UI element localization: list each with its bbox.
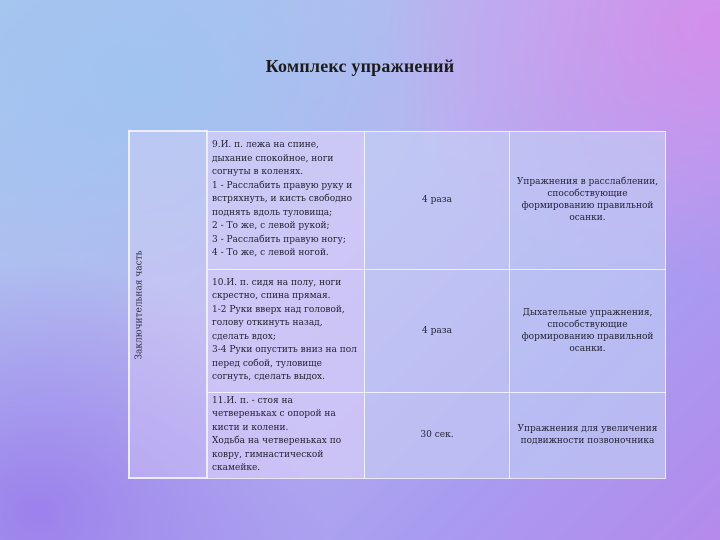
dosage-cell: 30 сек. [365, 392, 510, 478]
exercise-text: 9.И. п. лежа на спине, дыхание спокойное, ноги согнуты в коленях. 1 - Расслабить правую руку и встряхнуть, и кисть свободно поднять вдоль туловища; 2 - То же, с левой рукой; 3 - Расслабить правую ногу; 4 - То же, с левой ногой. [212, 140, 353, 259]
exercise-table-grid [128, 130, 666, 479]
notes-cell: Дыхательные упражнения, способствующие формированию правильной осанки. [510, 269, 666, 392]
exercise-text: 11.И. п. - стоя на четвереньках с опорой на кисти и колени. Ходьба на четвереньках по ковру, гимнастической скамейке. [212, 395, 342, 473]
dosage-cell: 4 раза [365, 131, 510, 269]
exercise-table [128, 130, 666, 473]
section-cell [129, 131, 207, 478]
table-row [129, 392, 666, 478]
section-label-wrap [132, 132, 148, 477]
dosage-cell: 4 раза [365, 269, 510, 392]
exercise-cell [207, 392, 365, 478]
table-row [129, 131, 666, 269]
exercise-cell [207, 131, 365, 269]
exercise-cell [207, 269, 365, 392]
section-label: Заключительная часть [135, 249, 146, 360]
notes-cell: Упражнения для увеличения подвижности позвоночника [510, 392, 666, 478]
exercise-text: 10.И. п. сидя на полу, ноги скрестно, спина прямая. 1-2 Руки вверх над головой, голову откинуть назад, сделать вдох; 3-4 Руки опустить вниз на пол перед собой, туловище согнуть, сделать выдох. [212, 277, 357, 382]
slide-title: Комплекс упражнений [265, 56, 455, 76]
notes-cell: Упражнения в расслаблении, способствующие формированию правильной осанки. [510, 131, 666, 269]
table-row [129, 269, 666, 392]
